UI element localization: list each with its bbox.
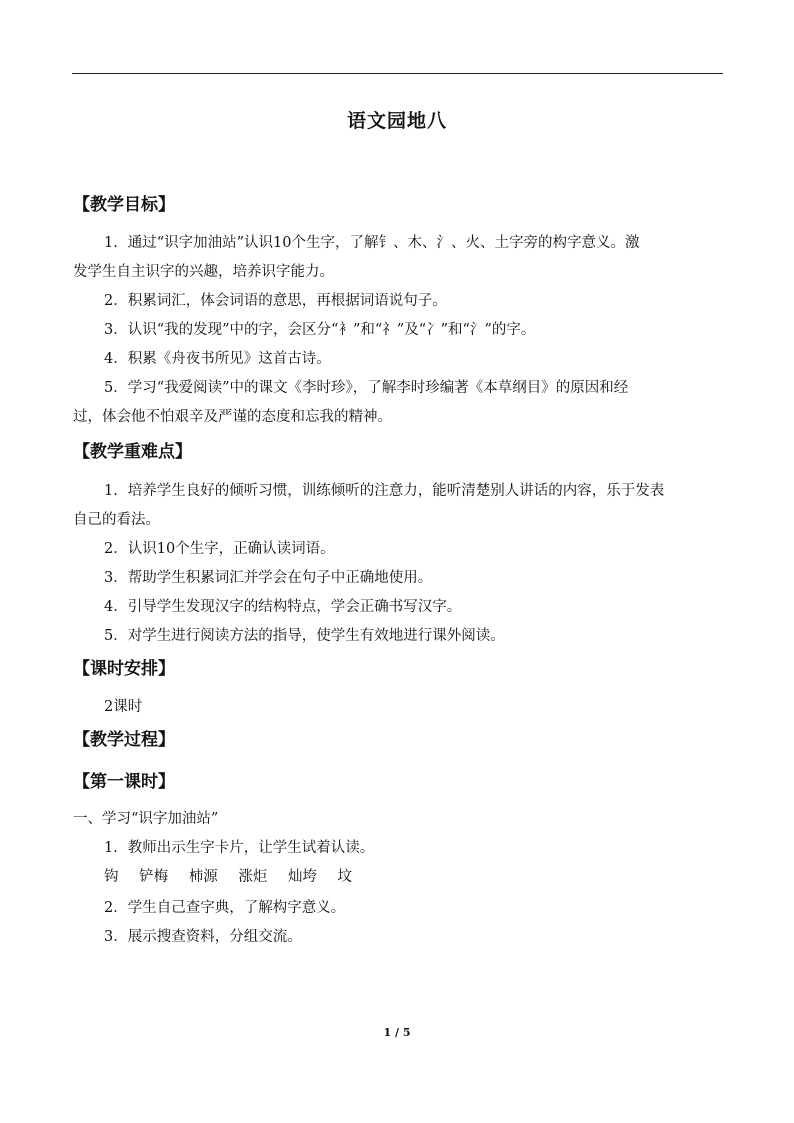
page-title: 语文园地八	[346, 110, 447, 132]
character-item: 柿源	[188, 869, 218, 885]
key-point-line-1: 1．培养学生良好的倾听习惯，训练倾听的注意力，能听清楚别人讲话的内容，乐于发表	[104, 483, 665, 499]
objective-line-7: 过，体会他不怕艰辛及严谨的态度和忘我的精神。	[73, 409, 392, 425]
lesson-one-heading: 【第一课时】	[73, 772, 175, 792]
process-heading: 【教学过程】	[73, 730, 175, 750]
character-item: 坟	[337, 869, 353, 885]
step-two: 2．学生自己查字典，了解构字意义。	[104, 900, 346, 916]
character-item: 钩	[104, 869, 119, 885]
objective-line-6: 5．学习“我爱阅读”中的课文《李时珍》，了解李时珍编著《本草纲目》的原因和经	[104, 380, 629, 396]
character-item: 灿垮	[287, 869, 317, 885]
objective-line-4: 3．认识“我的发现”中的字，会区分“衤”和“礻”及“冫”和“氵”的字。	[104, 322, 536, 338]
key-point-line-3: 2．认识10个生字，正确认读词语。	[104, 541, 335, 557]
schedule-heading: 【课时安排】	[73, 659, 175, 679]
key-points-heading: 【教学重难点】	[73, 442, 192, 462]
objectives-heading: 【教学目标】	[73, 195, 175, 215]
step-three: 3．展示搜查资料，分组交流。	[104, 929, 302, 945]
character-item: 铲梅	[139, 869, 169, 885]
key-point-line-6: 5．对学生进行阅读方法的指导，使学生有效地进行课外阅读。	[104, 628, 505, 644]
objective-line-2: 发学生自主识字的兴趣，培养识字能力。	[73, 264, 334, 280]
key-point-line-2: 自己的看法。	[73, 512, 160, 528]
key-point-line-5: 4．引导学生发现汉字的结构特点，学会正确书写汉字。	[104, 599, 462, 615]
character-item: 涨炬	[238, 869, 268, 885]
schedule-text: 2课时	[104, 699, 143, 715]
objective-line-1: 1．通过“识字加油站”认识10个生字，了解钅、木、氵、火、土字旁的构字意义。激	[104, 235, 640, 251]
step-one: 1．教师出示生字卡片，让学生试着认读。	[104, 840, 375, 856]
character-list	[104, 865, 368, 886]
section-one-title: 一、学习“识字加油站”	[73, 811, 219, 827]
objective-line-5: 4．积累《舟夜书所见》这首古诗。	[104, 351, 331, 367]
objective-line-3: 2．积累词汇，体会词语的意思，再根据词语说句子。	[104, 293, 447, 309]
header-rule	[72, 73, 723, 74]
page-number: 1 / 5	[383, 1026, 411, 1039]
key-point-line-4: 3．帮助学生积累词汇并学会在句子中正确地使用。	[104, 570, 433, 586]
